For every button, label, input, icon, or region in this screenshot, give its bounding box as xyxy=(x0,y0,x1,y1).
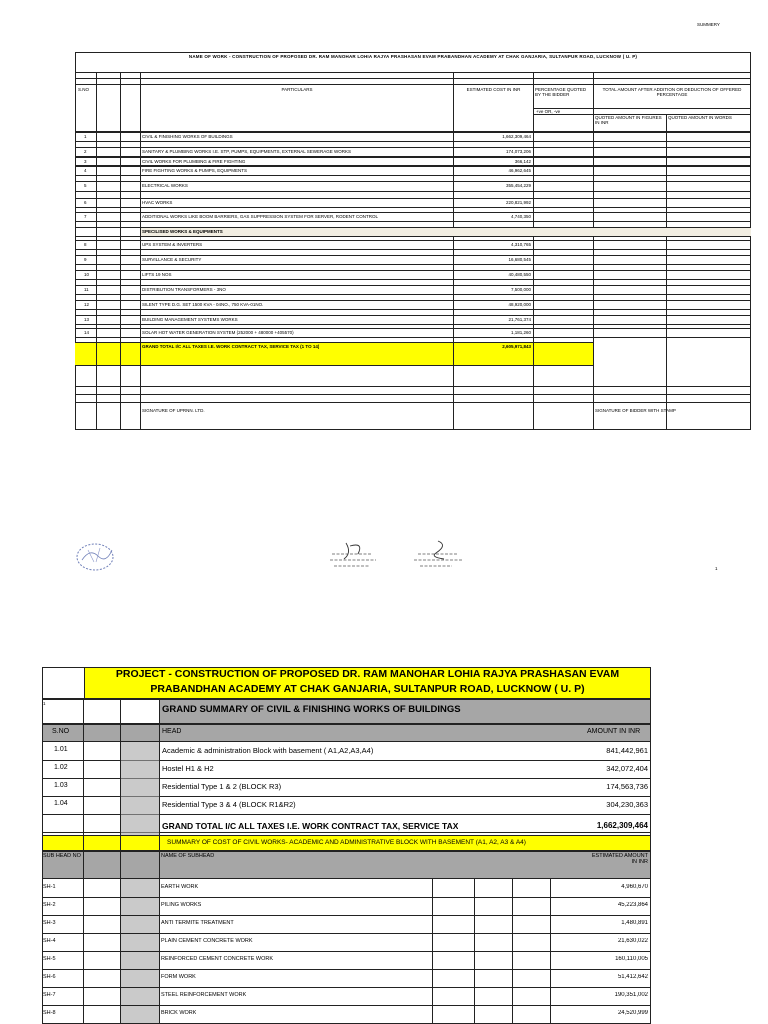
row-sno: 9 xyxy=(84,257,87,262)
v-line xyxy=(512,933,513,951)
row-amount: 4,310,765 xyxy=(510,242,531,247)
sub-row-name: EARTH WORK xyxy=(161,884,199,890)
row-separator xyxy=(75,285,751,286)
row-amount: 1,662,309,464 xyxy=(502,134,531,139)
row-amount: 40,480,550 xyxy=(508,272,531,277)
project-title-line1: PROJECT - CONSTRUCTION OF PROPOSED DR. RAM MANOHAR LOHIA RAJYA PRASHASAN EVAM xyxy=(115,668,620,680)
v-line xyxy=(512,897,513,915)
row-particular: UPS SYSTEM & INVERTERS xyxy=(142,242,203,247)
v-line xyxy=(512,951,513,969)
row-amount: 4,740,350 xyxy=(510,214,531,219)
v-line xyxy=(120,72,121,430)
row-separator xyxy=(42,933,651,934)
sub-row-amount: 190,351,002 xyxy=(614,992,648,998)
row-particular: BUILDING MANAGEMENT SYSTEMS WORKS xyxy=(142,317,238,322)
row-separator xyxy=(75,270,751,271)
signature-bidder: SIGNATURE OF BIDDER WITH STAMP xyxy=(595,408,676,413)
h-line xyxy=(75,72,751,73)
row-separator xyxy=(75,324,751,325)
sub-row-amount: 24,520,999 xyxy=(617,1010,648,1016)
gs-grand-total-amount: 1,662,309,464 xyxy=(596,821,648,830)
header-sno: S.NO xyxy=(78,87,90,92)
sub-row-name: STEEL REINFORCEMENT WORK xyxy=(161,992,247,998)
v-line xyxy=(474,879,475,897)
gs-row-amount: 841,442,961 xyxy=(606,746,648,755)
v-line xyxy=(474,987,475,1005)
row-particular: SPECILISED WORKS & EQUIPMENTS xyxy=(142,229,223,234)
row-amount: 21,761,374 xyxy=(508,317,531,322)
sub-row-name: FORM WORK xyxy=(161,974,196,980)
header-quoted-figures: QUOTED AMOUNT IN FIGURES IN INR xyxy=(595,115,662,125)
sub-row-amount: 4,960,670 xyxy=(621,884,648,890)
civil-summary-title: SUMMARY OF COST OF CIVIL WORKS- ACADEMIC AND ADMINISTRATIVE BLOCK WITH BASEMENT (A1, A2, A3 & A4) xyxy=(167,839,526,846)
header-particulars: PARTICULARS xyxy=(281,87,313,92)
head-row xyxy=(42,724,651,742)
row-separator xyxy=(75,221,751,222)
sub-row-no: SH-1 xyxy=(43,884,56,890)
gs-row-head: Residential Type 1 & 2 (BLOCK R3) xyxy=(162,782,282,791)
h-line xyxy=(75,386,751,387)
row-separator xyxy=(75,264,751,265)
row-separator xyxy=(42,1005,651,1006)
gs-corner-num: 1 xyxy=(43,701,46,706)
v-line xyxy=(474,897,475,915)
sub-row-amount: 51,412,642 xyxy=(617,974,648,980)
v-line xyxy=(42,699,43,1024)
row-separator xyxy=(75,328,751,329)
signature-uprnn: SIGNATURE OF UPRNN. LTD. xyxy=(142,408,205,413)
row-separator xyxy=(75,141,751,142)
gs-row-head: Residential Type 3 & 4 (BLOCK R1&R2) xyxy=(162,800,296,809)
v-line xyxy=(474,969,475,987)
sub-row-name: PLAIN CEMENT CONCRETE WORK xyxy=(161,938,253,944)
row-separator xyxy=(75,166,751,167)
h-line xyxy=(75,394,751,395)
v-line xyxy=(474,951,475,969)
head-head: HEAD xyxy=(162,728,182,735)
sub-row-no: SH-3 xyxy=(43,920,56,926)
h-line xyxy=(75,84,751,85)
row-amount: 7,500,000 xyxy=(510,287,531,292)
v-line xyxy=(432,897,433,915)
round-seal-stamp xyxy=(70,540,120,574)
gs-row-sno: 1.01 xyxy=(54,746,68,753)
row-separator xyxy=(75,309,751,310)
row-separator xyxy=(75,294,751,295)
gs-row-amount: 342,072,404 xyxy=(606,764,648,773)
v-line xyxy=(512,969,513,987)
h-line xyxy=(533,108,751,109)
signature-stamp-2 xyxy=(410,538,470,574)
v-line xyxy=(550,897,551,915)
row-amount: 1,181,260 xyxy=(510,330,531,335)
row-separator xyxy=(75,255,751,256)
gs-row-head: Hostel H1 & H2 xyxy=(162,764,214,773)
row-sno: 4 xyxy=(84,168,87,173)
head-amount: AMOUNT IN INR xyxy=(587,728,641,735)
row-sno: 7 xyxy=(84,214,87,219)
subhead-no-label: SUB HEAD NO xyxy=(43,853,81,859)
v-line xyxy=(432,915,433,933)
v-line xyxy=(96,72,97,430)
sub-row-no: SH-4 xyxy=(43,938,56,944)
row-sno: 2 xyxy=(84,149,87,154)
row-particular: ELECTRICAL WORKS xyxy=(142,183,188,188)
gs-row-amount: 174,563,736 xyxy=(606,782,648,791)
row-separator xyxy=(42,915,651,916)
v-line xyxy=(666,114,667,430)
row-particular: CIVIL & FINISHING WORKS OF BUILDINGS xyxy=(142,134,233,139)
sub-row-amount: 45,223,864 xyxy=(617,902,648,908)
grand-total-label: GRAND TOTAL I/C ALL TAXES I.E. WORK CONTRACT TAX, SERVICE TAX (1 TO 14) xyxy=(142,344,320,349)
row-separator xyxy=(75,132,751,133)
sub-row-no: SH-5 xyxy=(43,956,56,962)
row-particular: DISTRIBUTION TRANSFORMERS - 3NO xyxy=(142,287,226,292)
v-line xyxy=(512,879,513,897)
row-separator xyxy=(75,279,751,280)
sub-row-name: ANTI TERMITE TREATMENT xyxy=(161,920,234,926)
header-total-after: TOTAL AMOUNT AFTER ADDITION OR DEDUCTION OF OFFERED PERCENTAGE xyxy=(602,87,742,97)
gs-row-sno: 1.04 xyxy=(54,800,68,807)
row-separator xyxy=(75,147,751,148)
v-line xyxy=(140,342,141,366)
grand-total-amount: 2,605,971,843 xyxy=(502,344,531,349)
row-sno: 8 xyxy=(84,242,87,247)
v-line xyxy=(550,879,551,897)
row-particular: SURVILLANCE & SECURITY xyxy=(142,257,202,262)
row-amount: 355,454,229 xyxy=(505,183,531,188)
row-particular: LIFTS 19 NOS xyxy=(142,272,172,277)
v-line xyxy=(593,72,594,430)
v-line xyxy=(650,699,651,1024)
v-line xyxy=(550,915,551,933)
row-separator xyxy=(75,198,751,199)
v-line xyxy=(432,969,433,987)
row-sno: 14 xyxy=(84,330,90,335)
gs-row-sno: 1.02 xyxy=(54,764,68,771)
row-separator xyxy=(75,191,751,192)
row-separator xyxy=(75,240,751,241)
page-mark: 1 xyxy=(715,566,718,571)
signature-stamp-1 xyxy=(324,540,384,574)
row-separator xyxy=(75,337,751,338)
gs-row-sno: 1.03 xyxy=(54,782,68,789)
v-line xyxy=(512,987,513,1005)
v-line xyxy=(512,1005,513,1023)
gs-title: GRAND SUMMARY OF CIVIL & FINISHING WORKS OF BUILDINGS xyxy=(162,704,461,715)
row-separator xyxy=(42,987,651,988)
row-separator xyxy=(75,157,751,158)
v-line xyxy=(550,969,551,987)
row-particular: SANITARY & PLUMBING WORKS I.E. STP, PUMPS, EQUIPMENTS, EXTERNAL SEWERAGE WORKS xyxy=(142,149,352,154)
subhead-header-row xyxy=(42,851,651,879)
title-left-box xyxy=(42,667,84,699)
header-pct-sign: +ve OR, -ve xyxy=(536,109,561,114)
row-particular: ADDITIONAL WORKS LIKE BOOM BARRIERS, GAS SUPPRESSION SYSTEM FOR SERVER, RODENT CONTROL xyxy=(142,214,378,219)
v-line xyxy=(512,915,513,933)
gs-grand-total-label: GRAND TOTAL I/C ALL TAXES I.E. WORK CONTRACT TAX, SERVICE TAX xyxy=(162,821,459,831)
row-sno: 6 xyxy=(84,200,87,205)
row-sno: 3 xyxy=(84,159,87,164)
row-particular: SILENT TYPE D.G. SET 1500 KVA - 04NO., 750 KVA-01NO. xyxy=(142,302,264,307)
v-line xyxy=(83,699,84,1024)
row-separator xyxy=(75,315,751,316)
row-sno: 10 xyxy=(84,272,90,277)
v-line xyxy=(432,879,433,897)
row-amount: 48,920,000 xyxy=(508,302,531,307)
v-line xyxy=(432,987,433,1005)
row-separator xyxy=(42,951,651,952)
sub-row-amount: 21,630,022 xyxy=(617,938,648,944)
header-quoted-words: QUOTED AMOUNT IN WORDS xyxy=(668,115,732,120)
v-line xyxy=(140,72,141,430)
row-sno: 12 xyxy=(84,302,90,307)
project-title-line2: PRABANDHAN ACADEMY AT CHAK GANJARIA, SULTANPUR ROAD, LUCKNOW ( U. P) xyxy=(150,683,585,695)
row-separator xyxy=(42,897,651,898)
gs-row-amount: 304,230,363 xyxy=(606,800,648,809)
sub-row-no: SH-8 xyxy=(43,1010,56,1016)
v-line xyxy=(432,951,433,969)
subhead-amount-label: ESTIMATED AMOUNT IN INR xyxy=(591,853,648,865)
row-amount: 46,962,645 xyxy=(508,168,531,173)
row-amount: 16,680,545 xyxy=(508,257,531,262)
v-line xyxy=(120,699,121,1024)
sub-row-no: SH-6 xyxy=(43,974,56,980)
top-sheet xyxy=(75,52,751,430)
v-line xyxy=(432,1005,433,1023)
row-particular: HVAC WORKS xyxy=(142,200,173,205)
v-line xyxy=(550,951,551,969)
sub-row-no: SH-7 xyxy=(43,992,56,998)
row-sno: 11 xyxy=(84,287,89,292)
v-line xyxy=(474,1005,475,1023)
h-line xyxy=(75,78,751,79)
subhead-name-label: NAME OF SUBHEAD xyxy=(161,853,215,859)
v-line xyxy=(533,342,534,366)
row-particular: FIRE FIGHTING WORKS & PUMPS, EQUIPMENTS xyxy=(142,168,248,173)
sub-row-name: BRICK WORK xyxy=(161,1010,197,1016)
sub-row-name: PILING WORKS xyxy=(161,902,202,908)
v-line xyxy=(120,342,121,366)
v-line xyxy=(533,72,534,430)
row-separator xyxy=(75,175,751,176)
row-amount: 366,142 xyxy=(514,159,531,164)
row-separator xyxy=(42,969,651,970)
row-particular: CIVIL WORKS FOR PLUMBING & FIRE FIGHTING xyxy=(142,159,246,164)
v-line xyxy=(550,933,551,951)
sub-row-name: REINFORCED CEMENT CONCRETE WORK xyxy=(161,956,274,962)
v-line xyxy=(474,915,475,933)
row-separator xyxy=(75,249,751,250)
sub-row-amount: 160,110,005 xyxy=(615,956,648,962)
v-line xyxy=(453,72,454,430)
row-amount: 174,073,206 xyxy=(505,149,531,154)
corner-code: SUMMERY xyxy=(697,22,720,27)
row-separator xyxy=(75,300,751,301)
sub-row-no: SH-2 xyxy=(43,902,56,908)
v-line xyxy=(550,1005,551,1023)
row-separator xyxy=(75,181,751,182)
row-separator xyxy=(75,212,751,213)
v-line xyxy=(159,699,160,1024)
v-line xyxy=(96,342,97,366)
row-sno: 1 xyxy=(84,134,87,139)
row-separator xyxy=(75,207,751,208)
row-particular: SOLAR HOT WATER GENERATION SYSTEM (252000 + 480000 +405570) xyxy=(142,330,294,335)
v-line xyxy=(432,933,433,951)
header-percentage: PERCENTAGE QUOTED BY THE BIDDER xyxy=(535,87,587,97)
work-title: NAME OF WORK - CONSTRUCTION OF PROPOSED DR. RAM MANOHAR LOHIA RAJYA PRASHASAN EVAM PRABANDHAN ACADEMY AT CHAK GANJARIA, SULTANPUR ROAD, LUCKNOW ( U. P) xyxy=(188,54,638,59)
bottom-sheet xyxy=(42,667,651,1024)
row-sno: 5 xyxy=(84,183,87,188)
row-separator xyxy=(75,236,751,237)
v-line xyxy=(474,933,475,951)
v-line xyxy=(550,987,551,1005)
row-amount: 220,821,992 xyxy=(505,200,531,205)
header-estimated: ESTIMATED COST IN INR xyxy=(466,87,521,92)
row-sno: 13 xyxy=(84,317,90,322)
sub-row-amount: 1,480,891 xyxy=(621,920,648,926)
h-line xyxy=(75,402,751,403)
gs-column-shade xyxy=(121,742,159,835)
head-sno: S.NO xyxy=(52,728,70,735)
gs-row-head: Academic & administration Block with basement ( A1,A2,A3,A4) xyxy=(162,746,374,755)
